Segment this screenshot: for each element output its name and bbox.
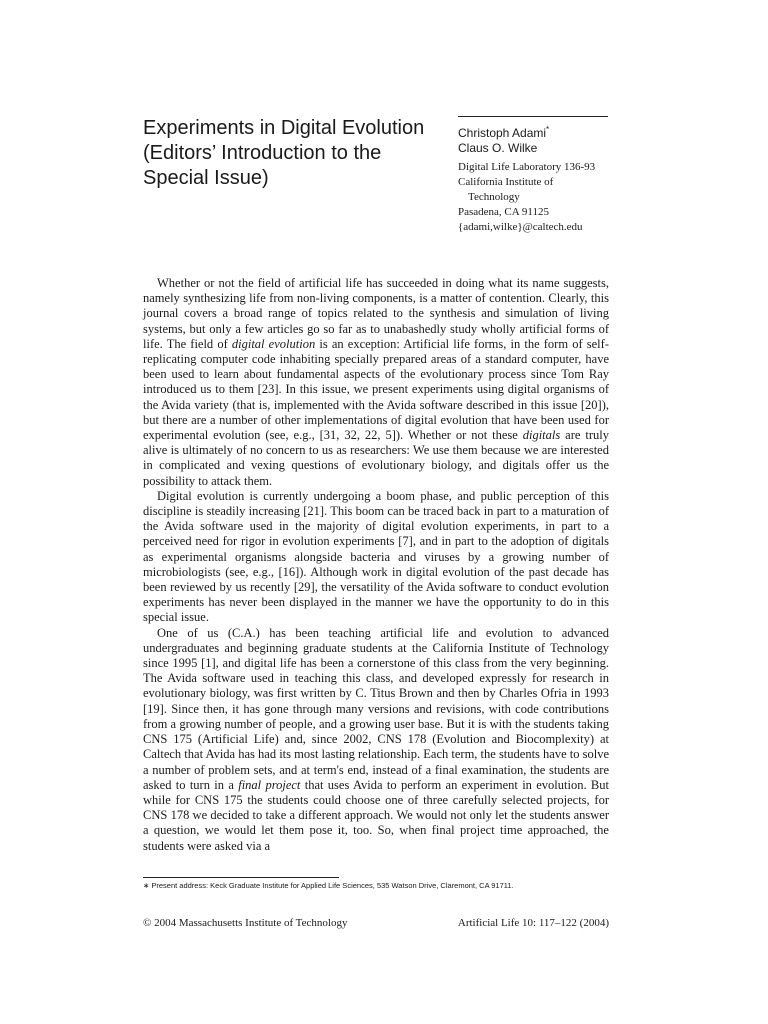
footnote: ∗ Present address: Keck Graduate Institute for Applied Life Sciences, 535 Watson Drive, Claremont, CA 91711. — [143, 881, 514, 890]
italic-term: digital evolution — [231, 336, 316, 351]
italic-term: final project — [238, 777, 301, 792]
body-paragraph — [143, 626, 609, 854]
article-body — [143, 276, 609, 854]
affiliation-institute: California Institute of — [458, 176, 554, 188]
body-paragraph — [143, 489, 609, 626]
title-line: Experiments in Digital Evolution — [143, 117, 425, 139]
journal-citation: Artificial Life 10: 117–122 (2004) — [457, 917, 609, 929]
title-line: (Editors’ Introduction to the — [143, 142, 382, 164]
italic-term: digitals — [522, 428, 561, 443]
affiliation-institute-cont: Technology — [468, 191, 520, 203]
affiliation-city: Pasadena, CA 91125 — [458, 206, 549, 218]
footnote-rule — [143, 877, 339, 878]
author-rule — [458, 116, 608, 117]
author-email: {adami,wilke}@caltech.edu — [458, 221, 583, 233]
text-run: One of us (C.A.) has been teaching artificial life and evolution to advanced undergraduates and beginning graduate students at the California Institute of Technology since 1995 [1], and digital life has been a cornerstone of this class from the very beginning. The Avida software used in teaching this class, and developed expressly for research in evolutionary biology, was first written by C. Titus Brown and then by Charles Ofria in 1993 [19]. Since then, it has gone through many versions and revisions, with code contributions from a growing number of people, and a growing user base. But it is with the students taking CNS 175 (Artificial Life) and, since 2002, CNS 178 (Evolution and Biocomplexity) at Caltech that Avida has had its most lasting relationship. Each term, the students have to solve a number of problem sets, and at term's end, instead of a final examination, the students are asked to turn in a — [143, 625, 609, 792]
text-run: are truly alive is ultimately of no concern to us as researchers: We use them because we are interested in complicated and vexing questions of evolutionary biology, and digitals offer us the possibility to attack them. — [143, 428, 609, 488]
text-run: Whether or not the field of artificial life has succeeded in doing what its name suggests, namely synthesizing life from non-living components, is a matter of contention. Clearly, this journal covers a broad range of topics related to the synthesis and simulation of living systems, but only a few articles go so far as to unabashedly study wholly artificial forms of life. The field of — [143, 276, 609, 351]
text-run: is an exception: Artificial life forms, in the form of self-replicating computer code inhabiting specially prepared areas of a standard computer, have been used to learn about fundamental aspects of the evolutionary process since Tom Ray introduced us to them [23]. In this issue, we present experiments using digital organisms of the Avida variety (that is, implemented with the Avida software described in this issue [20]), but there are a number of other implementations of digital evolution that have been used for experimental evolution (see, e.g., [31, 32, 22, 5]). Whether or not these — [143, 336, 609, 443]
affiliation-lab: Digital Life Laboratory 136-93 — [458, 161, 596, 173]
author-block — [458, 116, 608, 235]
footnote-mark: * — [546, 125, 550, 134]
body-paragraph — [143, 276, 609, 489]
author-name: Christoph Adami* — [458, 125, 550, 140]
title-line: Special Issue) — [143, 167, 269, 189]
copyright-notice: © 2004 Massachusetts Institute of Technology — [143, 917, 348, 929]
author-name: Claus O. Wilke — [458, 141, 538, 155]
text-run: Digital evolution is currently undergoing a boom phase, and public perception of this discipline is steadily increasing [21]. This boom can be traced back in part to a maturation of the Avida software used in the majority of digital evolution experiments, in part to a perceived need for rigor in evolution experiments [7], and in part to the adoption of digitals as experimental organisms alongside bacteria and viruses by a growing number of microbiologists (see, e.g., [16]). Although work in digital evolution of the past decade has been reviewed by us recently [29], the versatility of the Avida software to conduct evolution experiments has never been displayed in the manner we have the opportunity to do in this special issue. — [143, 488, 609, 625]
article-title — [143, 116, 443, 191]
text-run: that uses Avida to perform an experiment in evolution. But while for CNS 175 the students could choose one of three carefully selected projects, for CNS 178 we decided to take a different approach. We would not only let the students answer a question, we would let them pose it, too. So, when final project time approached, the students were asked via a — [143, 777, 609, 853]
